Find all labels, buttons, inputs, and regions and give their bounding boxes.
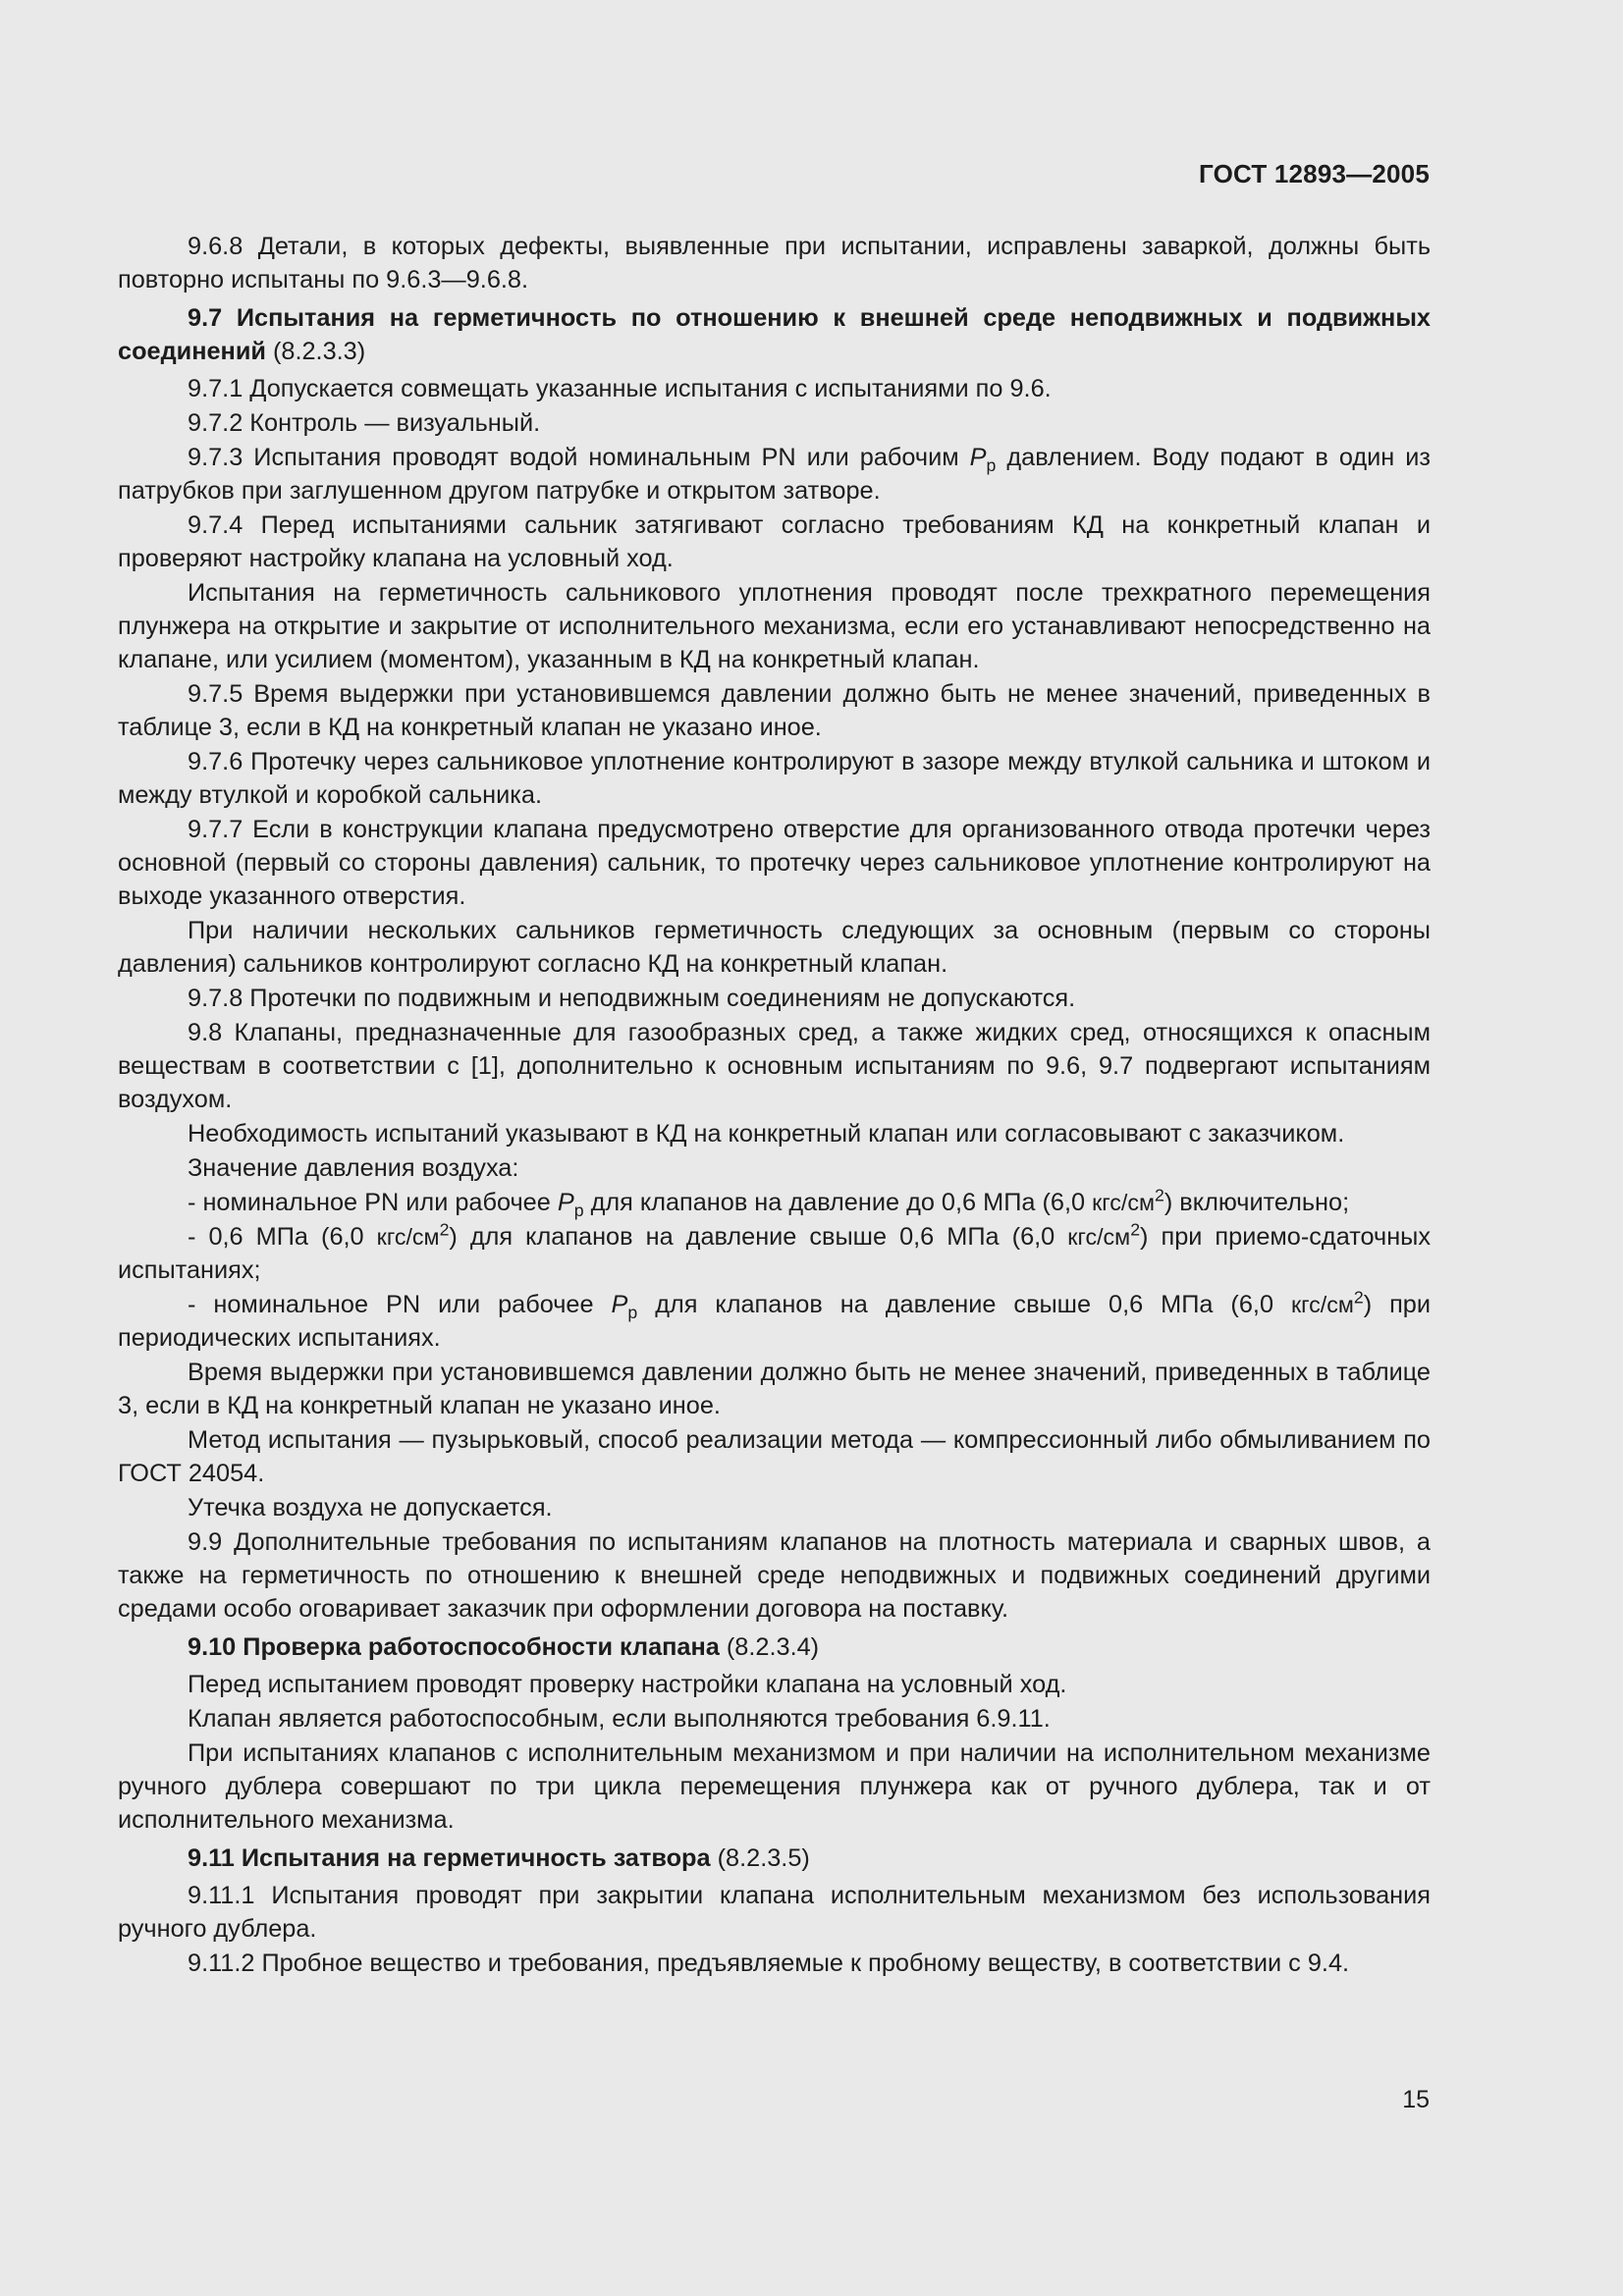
section-ref: (8.2.3.5) — [710, 1844, 810, 1872]
section-ref: (8.2.3.4) — [719, 1633, 820, 1661]
text-run: давлением. Воду подают в один из патрубков при заглушенном другом патрубке и открытом затворе. — [118, 444, 1431, 505]
unit: кгс/см — [376, 1224, 440, 1250]
unit: кгс/см — [1067, 1224, 1131, 1250]
paragraph-9-6-8: 9.6.8 Детали, в которых дефекты, выявленные при испытании, исправлены заваркой, должны быть повторно испытаны по 9.6.3—9.6.8. — [118, 233, 1431, 294]
symbol-p: P — [611, 1291, 628, 1318]
document-body — [118, 230, 1431, 1981]
paragraph-9-11-2: 9.11.2 Пробное вещество и требования, предъявляемые к пробному веществу, в соответствии с 9.4. — [188, 1949, 1350, 1977]
paragraph-9-7-5: 9.7.5 Время выдержки при установившемся давлении должно быть не менее значений, приведенных в таблице 3, если в КД на конкретный клапан не указано иное. — [118, 680, 1431, 741]
list-item-1 — [118, 1186, 1431, 1219]
symbol-p: P — [969, 444, 987, 471]
section-title: 9.11 Испытания на герметичность затвора — [188, 1844, 711, 1872]
page-number: 15 — [1402, 2086, 1430, 2113]
text-run: ) включительно; — [1163, 1189, 1350, 1216]
paragraph-9-7-4: 9.7.4 Перед испытаниями сальник затягивают согласно требованиям КД на конкретный клапан и проверяют настройку клапана на условный ход. — [118, 511, 1431, 572]
section-heading-9-10 — [118, 1630, 1431, 1664]
section-ref: (8.2.3.3) — [265, 338, 366, 365]
subscript: р — [573, 1201, 584, 1221]
superscript: 2 — [1130, 1219, 1141, 1240]
document-header: ГОСТ 12893—2005 — [1199, 159, 1430, 188]
subscript: р — [986, 455, 997, 476]
text-run: - номинальное PN или рабочее — [188, 1189, 558, 1216]
paragraph: Клапан является работоспособным, если выполняются требования 6.9.11. — [188, 1705, 1051, 1733]
paragraph-9-7-6: 9.7.6 Протечку через сальниковое уплотнение контролируют в зазоре между втулкой сальника и штоком и между втулкой и коробкой сальника. — [118, 748, 1431, 809]
list-item-2 — [118, 1220, 1431, 1287]
paragraph-9-8: 9.8 Клапаны, предназначенные для газообразных сред, а также жидких сред, относящихся к опасным веществам в соответствии с [1], дополнительно к основным испытаниям по 9.6, 9.7 подвергают испытаниям воздухом. — [118, 1019, 1431, 1113]
section-title: 9.10 Проверка работоспособности клапана — [188, 1633, 720, 1661]
superscript: 2 — [439, 1219, 450, 1240]
paragraph: При испытаниях клапанов с исполнительным механизмом и при наличии на исполнительном механизме ручного дублера совершают по три цикла перемещения плунжера как от ручного дублера, так и от исполнительного механизма. — [118, 1739, 1431, 1834]
paragraph: Испытания на герметичность сальникового уплотнения проводят после трехкратного перемещения плунжера на открытие и закрытие от исполнительного механизма, если его устанавливают непосредственно на клапане, или усилием (моментом), указанным в КД на конкретный клапан. — [118, 579, 1431, 673]
section-heading-9-7 — [118, 301, 1431, 368]
unit: кгс/см — [1092, 1190, 1155, 1215]
paragraph: Метод испытания — пузырьковый, способ реализации метода — компрессионный либо обмыливанием по ГОСТ 24054. — [118, 1426, 1431, 1487]
section-title: 9.7 Испытания на герметичность по отношению к внешней среде неподвижных и подвижных соединений — [118, 304, 1431, 365]
list-item-3 — [118, 1288, 1431, 1355]
text-run: - 0,6 МПа (6,0 — [188, 1223, 377, 1251]
paragraph-9-7-8: 9.7.8 Протечки по подвижным и неподвижным соединениям не допускаются. — [188, 985, 1076, 1012]
paragraph: Значение давления воздуха: — [188, 1154, 519, 1182]
superscript: 2 — [1155, 1185, 1164, 1205]
text-run: 9.7.3 Испытания проводят водой номинальным PN или рабочим — [188, 444, 970, 471]
section-heading-9-11 — [118, 1842, 1431, 1875]
unit: кгс/см — [1290, 1292, 1354, 1317]
symbol-p: P — [557, 1189, 574, 1216]
paragraph-9-9: 9.9 Дополнительные требования по испытаниям клапанов на плотность материала и сварных швов, а также на герметичность по отношению к внешней среде неподвижных и подвижных соединений другими средами особо оговаривает заказчик при оформлении договора на поставку. — [118, 1528, 1431, 1623]
text-run: для клапанов на давление свыше 0,6 МПа (6,0 — [637, 1291, 1291, 1318]
paragraph: Утечка воздуха не допускается. — [188, 1494, 553, 1522]
subscript: р — [627, 1303, 638, 1323]
superscript: 2 — [1353, 1287, 1364, 1308]
paragraph: При наличии нескольких сальников герметичность следующих за основным (первым со стороны давления) сальников контролируют согласно КД на конкретный клапан. — [118, 917, 1431, 978]
paragraph-9-7-2: 9.7.2 Контроль — визуальный. — [188, 409, 541, 437]
paragraph: Время выдержки при установившемся давлении должно быть не менее значений, приведенных в таблице 3, если в КД на конкретный клапан не указано иное. — [118, 1359, 1431, 1419]
paragraph-9-7-3 — [118, 441, 1431, 507]
paragraph-9-7-7: 9.7.7 Если в конструкции клапана предусмотрено отверстие для организованного отвода протечки через основной (первый со стороны давления) сальник, то протечку через сальниковое уплотнение контролируют на выходе указанного отверстия. — [118, 816, 1431, 910]
text-run: для клапанов на давление до 0,6 МПа (6,0 — [583, 1189, 1093, 1216]
paragraph: Перед испытанием проводят проверку настройки клапана на условный ход. — [188, 1671, 1067, 1698]
text-run: - номинальное PN или рабочее — [188, 1291, 612, 1318]
text-run: ) при периодических испытаниях. — [118, 1291, 1432, 1352]
text-run: ) для клапанов на давление свыше 0,6 МПа (6,0 — [449, 1223, 1068, 1251]
paragraph-9-7-1: 9.7.1 Допускается совмещать указанные испытания с испытаниями по 9.6. — [188, 375, 1052, 402]
paragraph-9-11-1: 9.11.1 Испытания проводят при закрытии клапана исполнительным механизмом без использования ручного дублера. — [118, 1882, 1431, 1943]
text-run: ) при приемо-сдаточных испытаниях; — [118, 1223, 1432, 1284]
paragraph: Необходимость испытаний указывают в КД на конкретный клапан или согласовывают с заказчиком. — [188, 1120, 1345, 1148]
